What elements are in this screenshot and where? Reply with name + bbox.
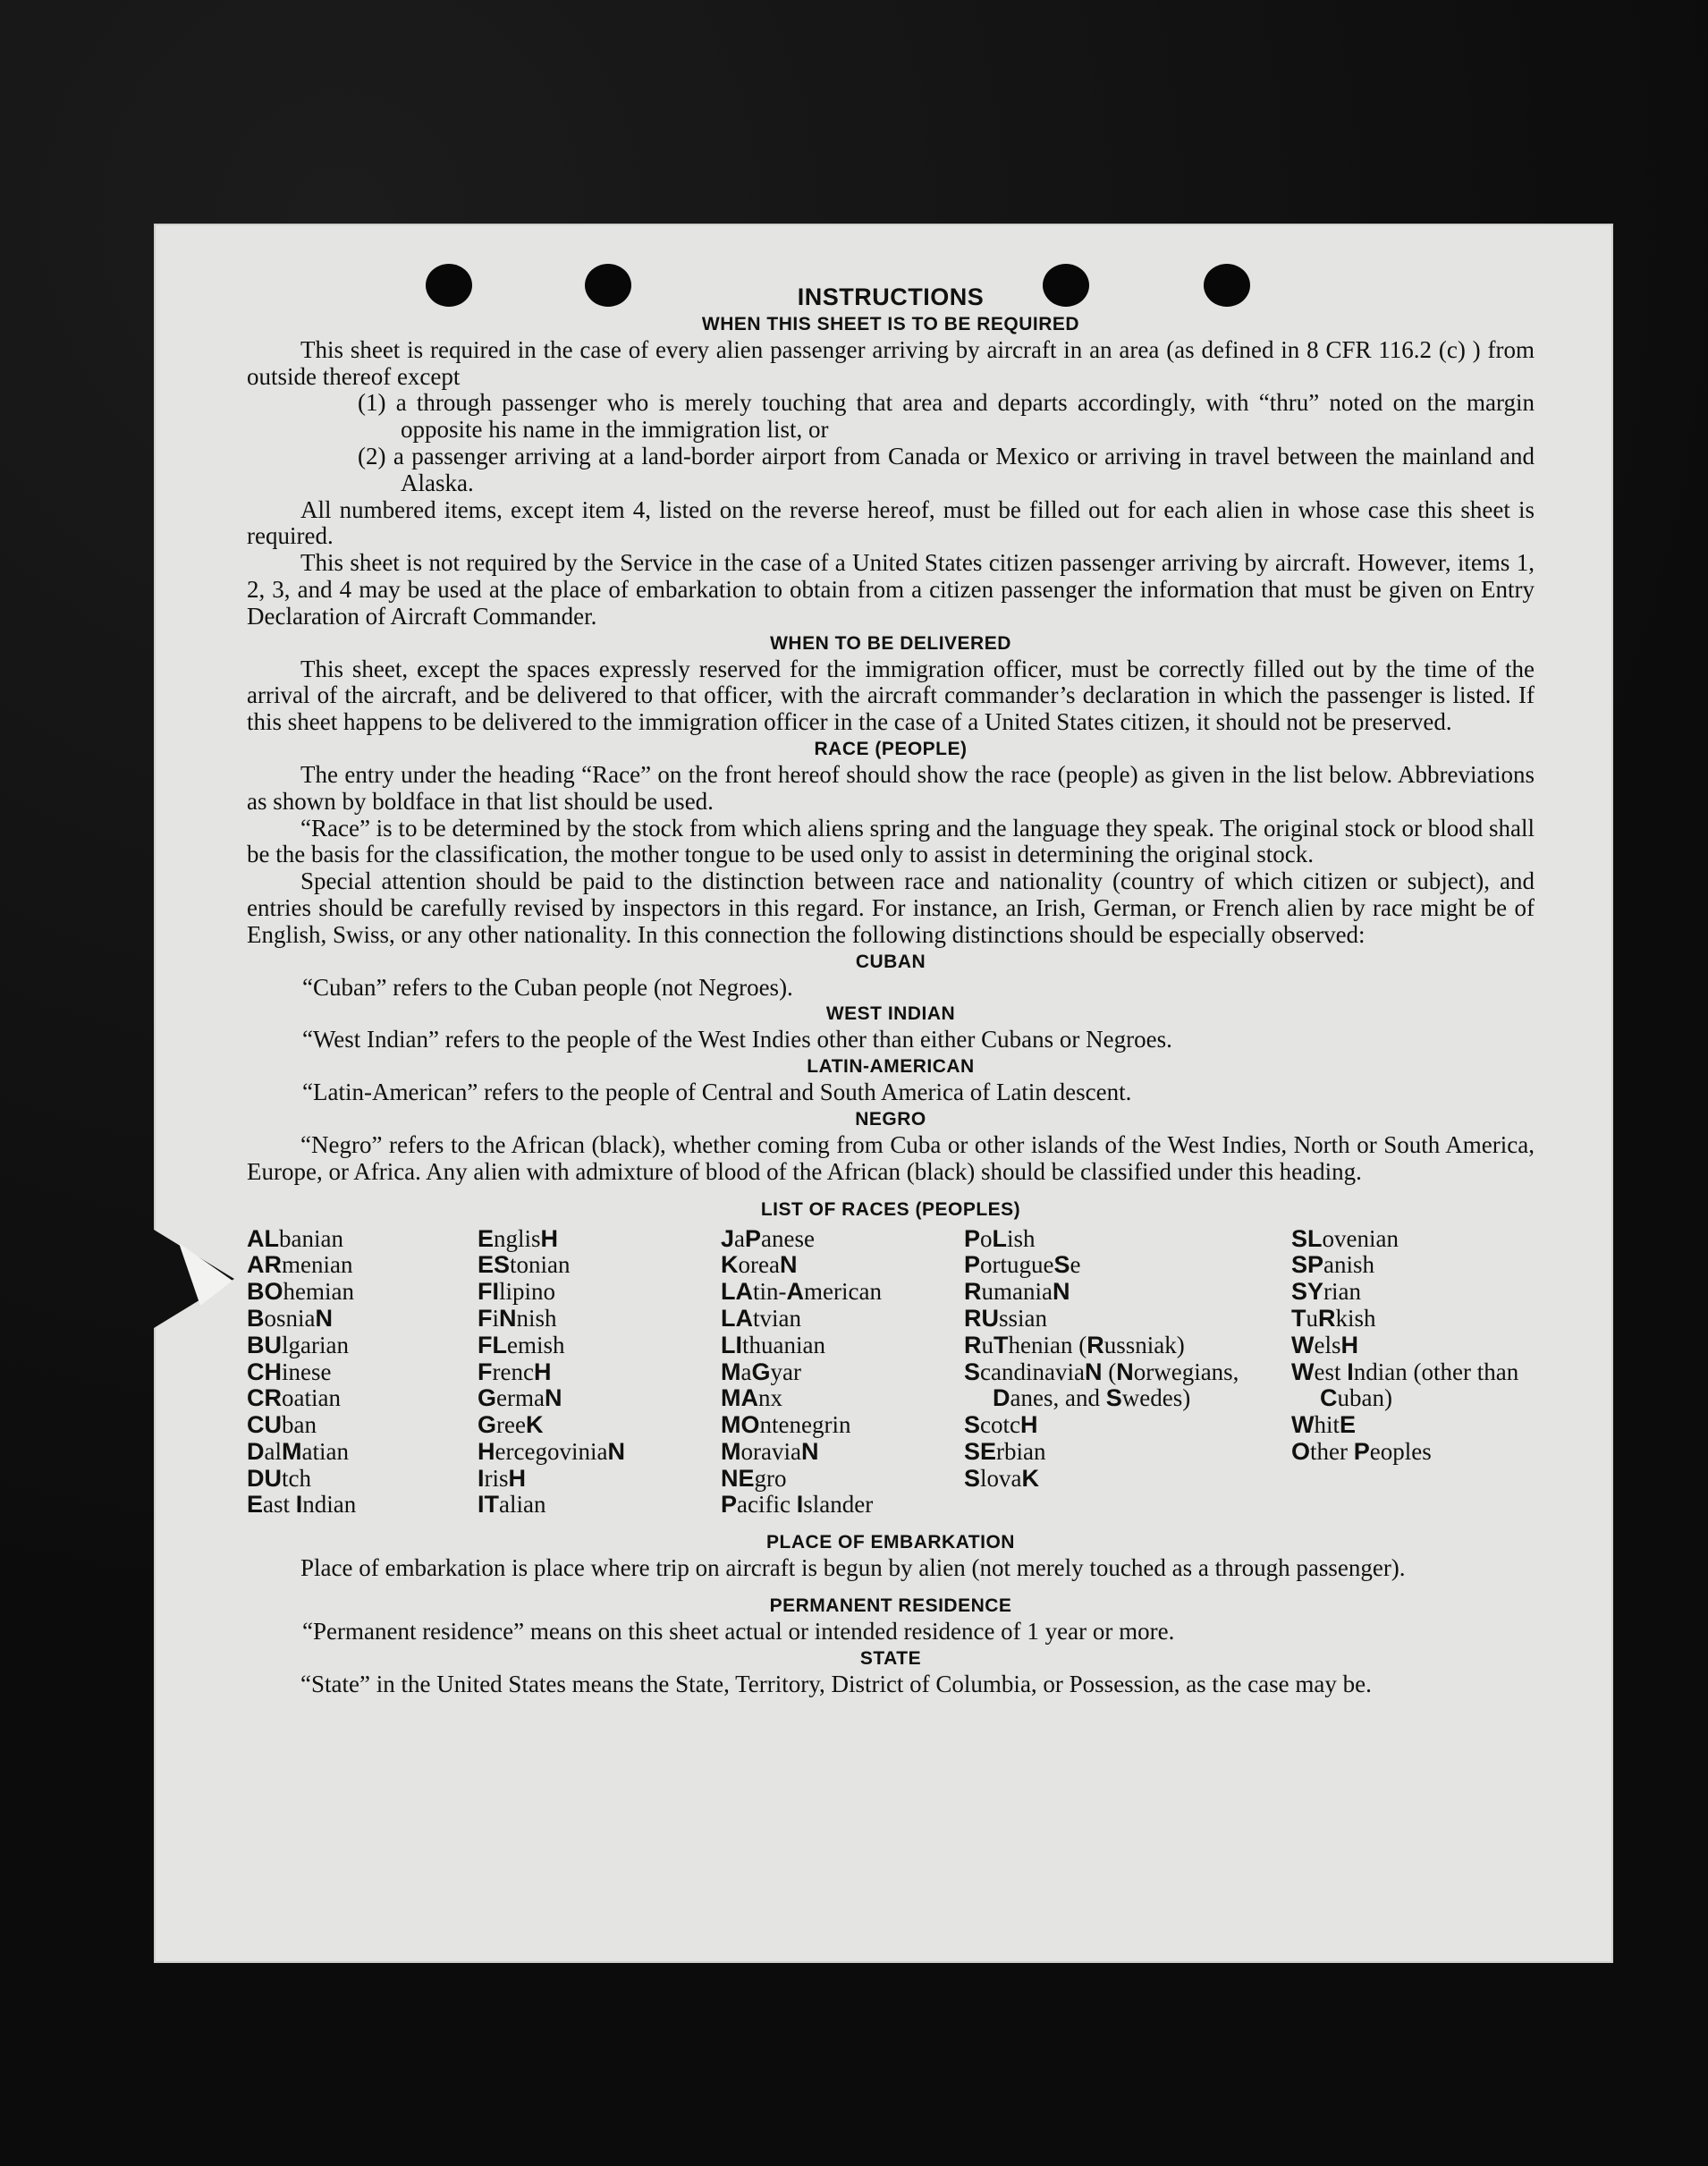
race-entry: KoreaN (721, 1251, 798, 1279)
race-entry: FrencH (478, 1358, 552, 1385)
race-entry: BUlgarian (247, 1331, 349, 1358)
race-entry: BosniaN (247, 1304, 333, 1332)
race-entry: CHinese (247, 1358, 332, 1385)
race-entry: SYrian (1291, 1278, 1362, 1306)
paragraph: Special attention should be paid to the distinction between race and nationality (country of which citizen or subject), and entries should be carefully revised by inspectors in this regard. For instance, an Irish, German, or French alien by race might be of English, Swiss, or any other nationality. In this connection the following distinctions should be especially observed: (247, 867, 1535, 948)
race-entry: WelsH (1291, 1331, 1358, 1358)
race-column (1291, 1226, 1535, 1519)
race-entry: FLemish (478, 1331, 565, 1358)
race-column (964, 1226, 1291, 1519)
paragraph: Place of embarkation is place where trip on aircraft is begun by alien (not merely touched as a through passenger). (300, 1554, 1406, 1582)
race-entry: SPanish (1291, 1251, 1375, 1279)
paragraph: “Cuban” refers to the Cuban people (not Negroes). (302, 973, 793, 1001)
race-entry: PoLish (964, 1224, 1036, 1252)
race-entry: CUban (247, 1411, 317, 1439)
race-entry: DUtch (247, 1464, 311, 1492)
race-entry: IrisH (478, 1464, 527, 1492)
race-entry: SlovaK (964, 1464, 1040, 1492)
race-entry: PortugueSe (964, 1251, 1081, 1279)
section-title-latin-american: LATIN-AMERICAN (807, 1056, 975, 1078)
race-entry: RUssian (964, 1304, 1047, 1332)
race-entry: Other Peoples (1291, 1437, 1432, 1465)
race-entry: HercegoviniaN (478, 1437, 625, 1465)
race-entry: MAnx (721, 1384, 782, 1412)
race-entry: EStonian (478, 1251, 571, 1279)
race-entry: CRoatian (247, 1384, 341, 1412)
section-title-race: RACE (PEOPLE) (814, 738, 968, 759)
race-entry: SLovenian (1291, 1224, 1399, 1252)
instructions-body (247, 277, 1535, 1698)
race-list (247, 1226, 1535, 1519)
section-title-negro: NEGRO (855, 1108, 926, 1130)
race-entry: FiNnish (478, 1304, 557, 1332)
section-title-west-indian: WEST INDIAN (825, 1003, 956, 1025)
paragraph: “Race” is to be determined by the stock from which aliens spring and the language they speak. The original stock or blood shall be the basis for the classification, the mother tongue to be used only to assist in determining the original stock. (247, 814, 1535, 868)
paragraph: All numbered items, except item 4, listed on the reverse hereof, must be filled out for each alien in whose case this sheet is required. (247, 495, 1535, 550)
exception-item: (2) a passenger arriving at a land-border airport from Canada or Mexico or arriving in travel between the mainland and Alaska. (358, 442, 1535, 496)
race-entry: SErbian (964, 1437, 1046, 1465)
race-entry: MoraviaN (721, 1437, 819, 1465)
race-entry: GermaN (478, 1384, 562, 1412)
section-title-list-of-races: LIST OF RACES (PEOPLES) (760, 1198, 1021, 1220)
section-title-cuban: CUBAN (855, 951, 926, 972)
race-entry: LAtvian (721, 1304, 801, 1332)
paragraph: “Latin-American” refers to the people of Central and South America of Latin descent. (302, 1079, 1132, 1106)
paragraph: This sheet is required in the case of every alien passenger arriving by aircraft in an area (as defined in 8 CFR 116.2 (c) ) from outside thereof except (247, 335, 1535, 390)
race-entry: WhitE (1291, 1411, 1357, 1439)
race-entry: MaGyar (721, 1358, 801, 1385)
race-entry: LAtin-American (721, 1278, 882, 1306)
race-entry: LIthuanian (721, 1331, 825, 1358)
race-column (247, 1226, 478, 1519)
paragraph: “State” in the United States means the State, Territory, District of Columbia, or Possession, as the case may be. (300, 1670, 1372, 1697)
section-title-state: STATE (859, 1647, 922, 1669)
race-entry: NEgro (721, 1464, 787, 1492)
page-title: INSTRUCTIONS (797, 283, 985, 310)
race-entry: TuRkish (1291, 1304, 1376, 1332)
section-title-when-delivered: WHEN TO BE DELIVERED (770, 632, 1011, 654)
race-entry: DalMatian (247, 1437, 349, 1465)
race-column (478, 1226, 721, 1519)
race-entry: FIlipino (478, 1278, 556, 1306)
race-entry: West Indian (other than Cuban) (1291, 1358, 1519, 1412)
race-entry: MOntenegrin (721, 1411, 851, 1439)
paragraph: “Permanent residence” means on this sheet actual or intended residence of 1 year or more. (302, 1618, 1175, 1646)
race-entry: ITalian (478, 1491, 546, 1519)
paragraph: This sheet, except the spaces expressly reserved for the immigration officer, must be correctly filled out by the time of the arrival of the aircraft, and be delivered to that officer, with the aircraft commander’s declaration in which the passenger is listed. If this sheet happens to be delivered to the immigration officer in the case of a United States citizen, it should not be preserved. (247, 655, 1535, 736)
race-entry: Pacific Islander (721, 1491, 874, 1519)
section-title-when-required: WHEN THIS SHEET IS TO BE REQUIRED (701, 313, 1080, 334)
paragraph: The entry under the heading “Race” on the front hereof should show the race (people) as given in the list below. Abbreviations as shown by boldface in that list should be used. (247, 760, 1535, 815)
paragraph: This sheet is not required by the Service in the case of a United States citizen passenger arriving by aircraft. However, items 1, 2, 3, and 4 may be used at the place of embarkation to obtain from a citizen passenger the information that must be given on Entry Declaration of Aircraft Commander. (247, 549, 1535, 630)
exception-item: (1) a through passenger who is merely touching that area and departs accordingly, with “thru” noted on the margin opposite his name in the immigration list, or (358, 389, 1535, 444)
race-entry: ARmenian (247, 1251, 353, 1279)
instruction-sheet (154, 224, 1613, 1963)
paragraph: “Negro” refers to the African (black), whether coming from Cuba or other islands of the West Indies, North or South America, Europe, or Africa. Any alien with admixture of blood of the African (black) should be classified under this heading. (247, 1130, 1535, 1185)
race-entry: ScotcH (964, 1411, 1038, 1439)
race-entry: ALbanian (247, 1224, 343, 1252)
race-entry: GreeK (478, 1411, 544, 1439)
section-title-residence: PERMANENT RESIDENCE (769, 1595, 1012, 1617)
race-column (721, 1226, 964, 1519)
section-title-embarkation: PLACE OF EMBARKATION (766, 1532, 1015, 1553)
race-entry: EnglisH (478, 1224, 559, 1252)
race-entry: RuThenian (Russniak) (964, 1331, 1185, 1358)
race-entry: BOhemian (247, 1278, 354, 1306)
paragraph: “West Indian” refers to the people of the West Indies other than either Cubans or Negroes. (302, 1026, 1172, 1053)
race-entry: JaPanese (721, 1224, 815, 1252)
race-entry: ScandinaviaN (Norwegians, Danes, and Swedes) (964, 1358, 1239, 1412)
race-entry: RumaniaN (964, 1278, 1070, 1306)
race-entry: East Indian (247, 1491, 357, 1519)
